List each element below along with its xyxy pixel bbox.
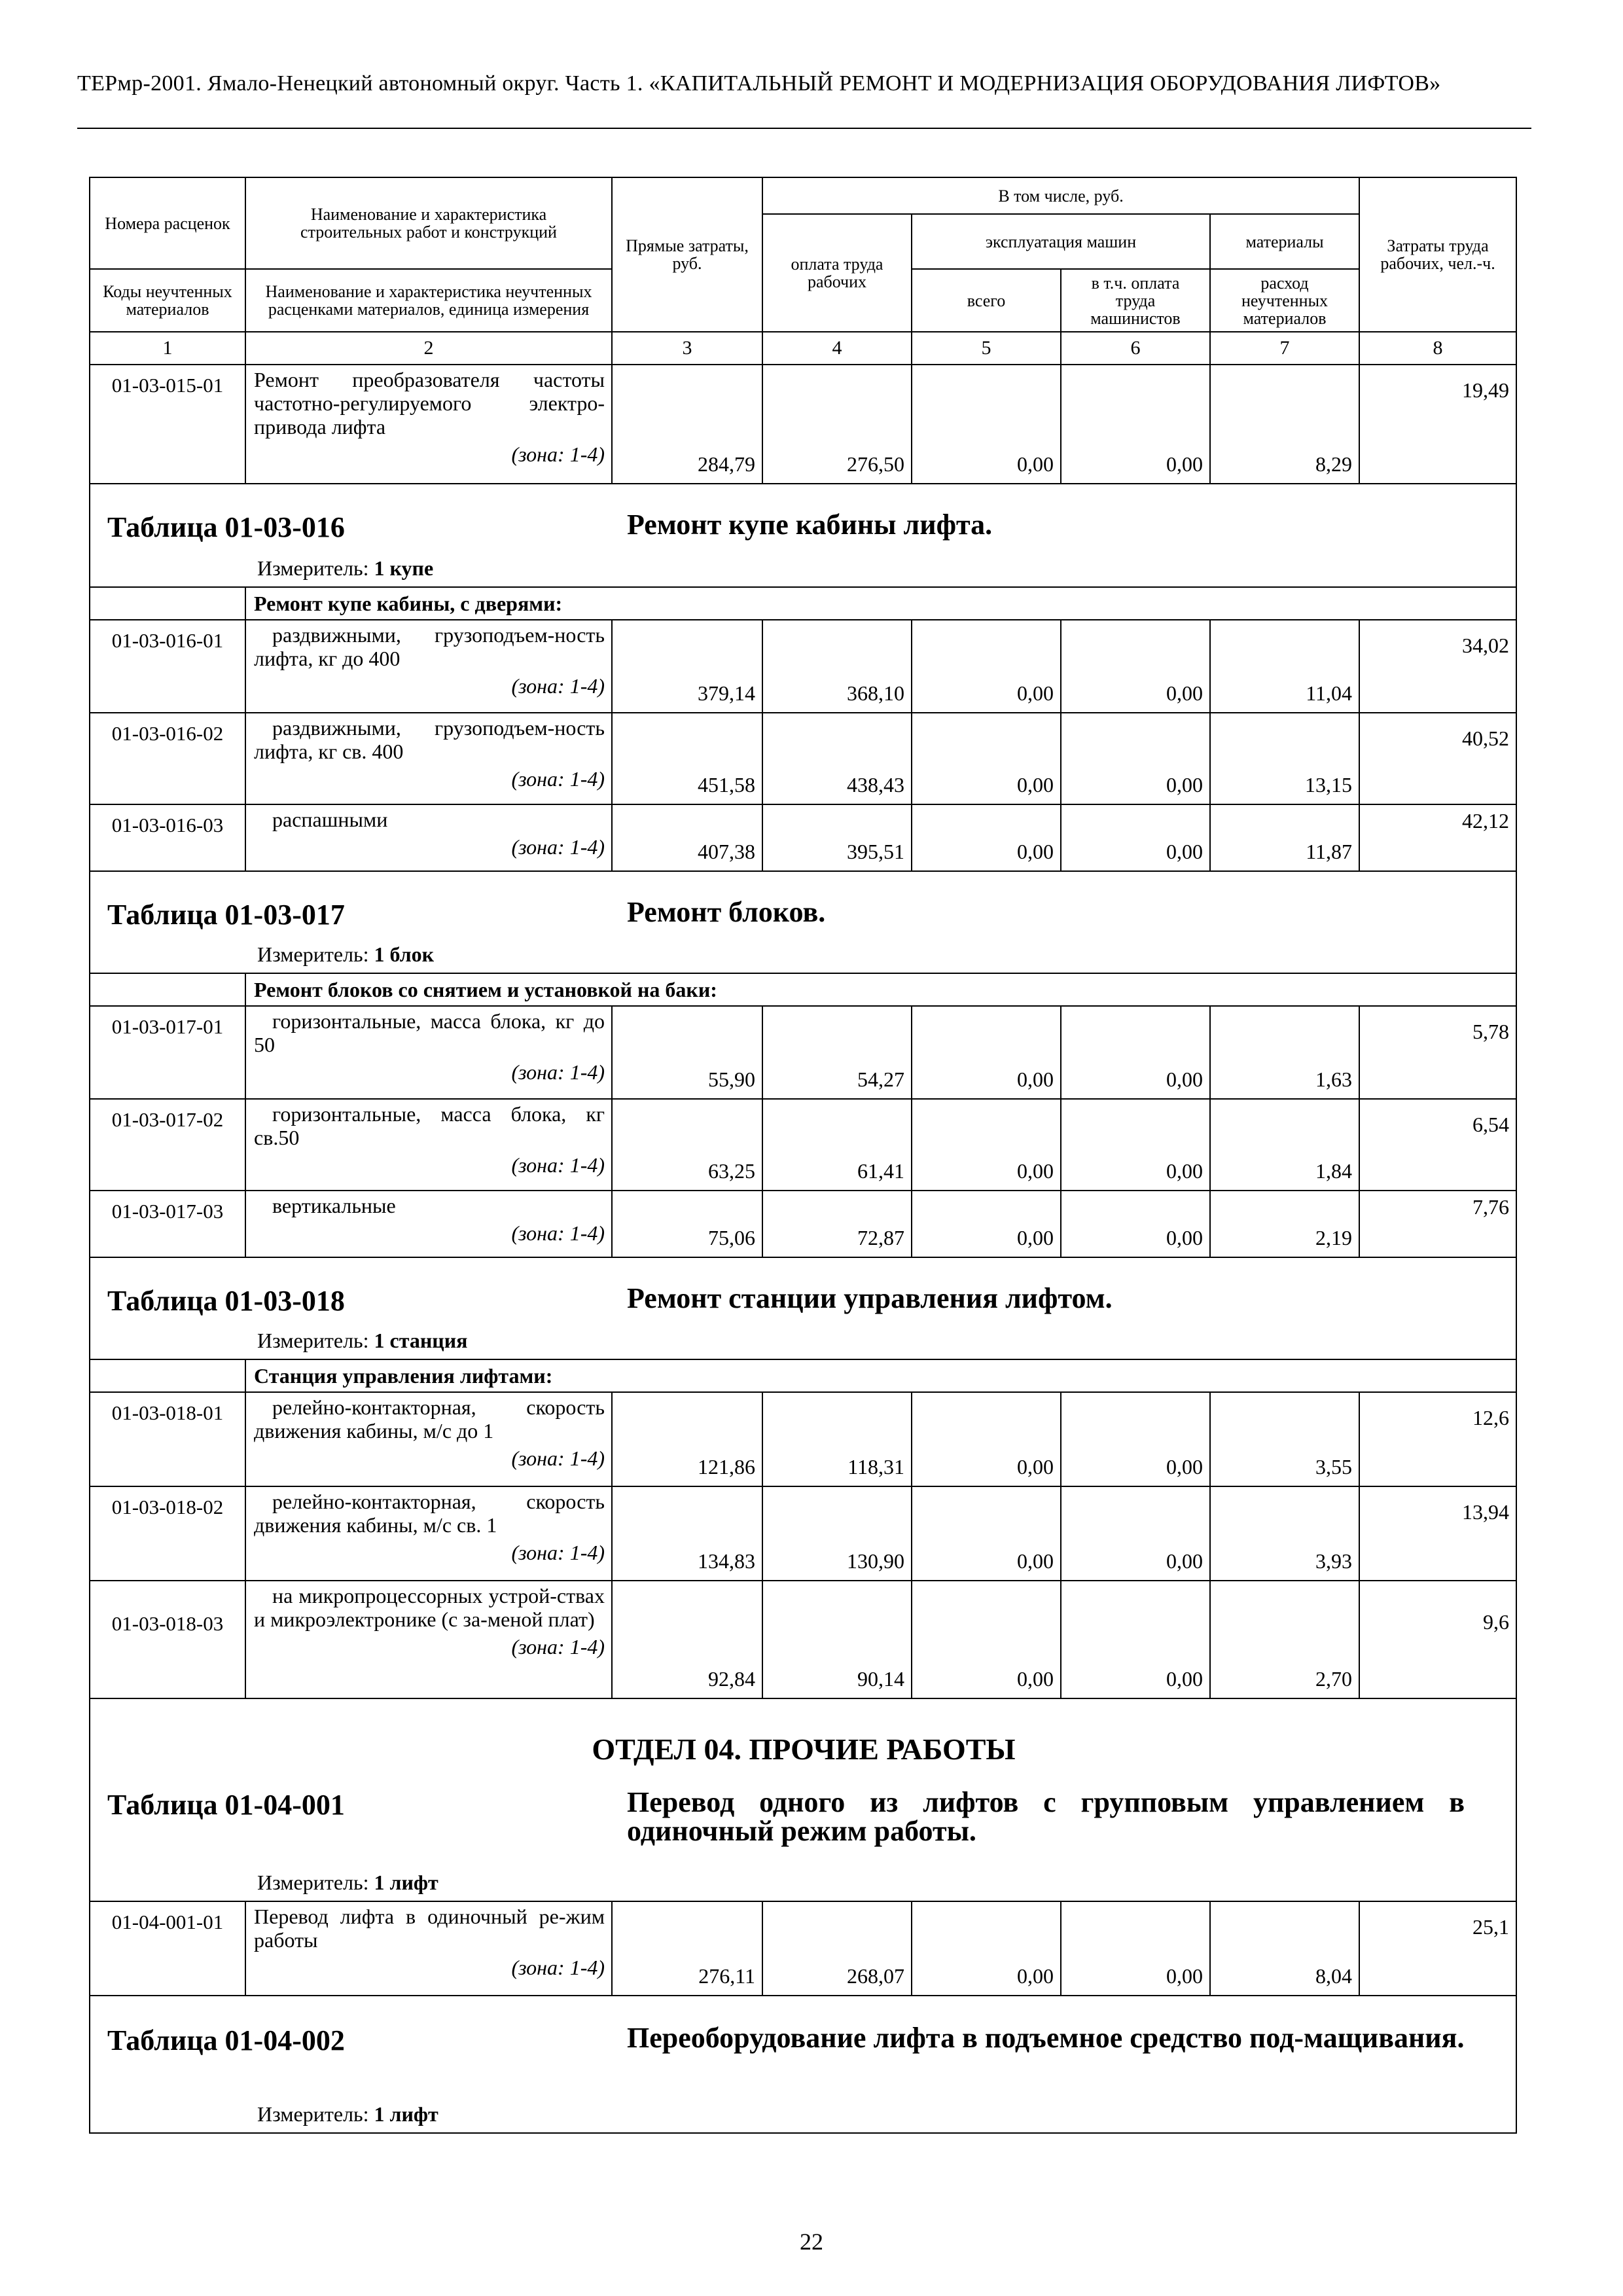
table-row: [90, 620, 1516, 713]
group-heading: Ремонт блоков со снятием и установкой на баки:: [245, 973, 1516, 1006]
machines-pay: 0,00: [1061, 804, 1210, 871]
zone-label: (зона: 1-4): [511, 767, 605, 791]
labor-hours: 9,6: [1359, 1581, 1516, 1698]
materials-cost: 2,70: [1210, 1581, 1359, 1698]
th-machines-total: всего: [912, 269, 1061, 332]
table-section-01-04-002: [90, 1996, 1516, 2133]
table-section-01-03-018: [90, 1257, 1516, 1359]
machines-pay: 0,00: [1061, 1006, 1210, 1099]
machines-pay: 0,00: [1061, 1581, 1210, 1698]
th-codes: Коды неучтенных материалов: [90, 269, 245, 332]
table-title: Таблица 01-04-002: [107, 2024, 345, 2056]
table-description: Ремонт блоков.: [627, 896, 826, 928]
machines-total: 0,00: [912, 1901, 1061, 1996]
measure: [257, 942, 434, 967]
machines-total: 0,00: [912, 1486, 1061, 1581]
materials-cost: 8,29: [1210, 365, 1359, 484]
table-title: Таблица 01-04-001: [107, 1789, 345, 1821]
table-title: Таблица 01-03-018: [107, 1285, 345, 1317]
zone-label: (зона: 1-4): [511, 1956, 605, 1979]
materials-cost: 8,04: [1210, 1901, 1359, 1996]
norm-name-cell: [245, 1191, 612, 1257]
zone-label: (зона: 1-4): [511, 835, 605, 859]
norm-name: раздвижными, грузоподъем-ность лифта, кг до 400: [254, 623, 605, 670]
labor-pay: 118,31: [762, 1392, 912, 1486]
norm-name-cell: [245, 1006, 612, 1099]
direct-cost: 284,79: [612, 365, 762, 484]
labor-pay: 130,90: [762, 1486, 912, 1581]
group-spacer: [90, 587, 245, 620]
column-number: 6: [1061, 332, 1210, 365]
table-description: Перевод одного из лифтов с групповым управлением в одиночный режим работы.: [627, 1786, 1465, 1847]
direct-cost: 276,11: [612, 1901, 762, 1996]
labor-hours: 42,12: [1359, 804, 1516, 871]
table-row: [90, 804, 1516, 871]
table-row: [90, 1901, 1516, 1996]
direct-cost: 379,14: [612, 620, 762, 713]
column-number: 8: [1359, 332, 1516, 365]
machines-total: 0,00: [912, 1392, 1061, 1486]
table-title: Таблица 01-03-017: [107, 899, 345, 931]
measure-label: Измеритель:: [257, 556, 369, 580]
labor-pay: 72,87: [762, 1191, 912, 1257]
measure-value: 1 лифт: [374, 1871, 438, 1894]
norm-code: 01-03-017-01: [90, 1006, 245, 1099]
measure: [257, 1329, 467, 1353]
machines-total: 0,00: [912, 1099, 1061, 1191]
machines-total: 0,00: [912, 713, 1061, 804]
labor-hours: 19,49: [1359, 365, 1516, 484]
labor-pay: 395,51: [762, 804, 912, 871]
zone-label: (зона: 1-4): [511, 1060, 605, 1084]
table-section-01-04-001: [90, 1698, 1516, 1901]
column-number: 3: [612, 332, 762, 365]
norm-code: 01-03-016-02: [90, 713, 245, 804]
materials-cost: 3,55: [1210, 1392, 1359, 1486]
measure-label: Измеритель:: [257, 1329, 369, 1352]
machines-pay: 0,00: [1061, 1191, 1210, 1257]
norm-name-cell: [245, 1901, 612, 1996]
norm-name-cell: [245, 1486, 612, 1581]
labor-hours: 7,76: [1359, 1191, 1516, 1257]
division-title: ОТДЕЛ 04. ПРОЧИЕ РАБОТЫ: [592, 1732, 1016, 1766]
norm-name-cell: [245, 713, 612, 804]
zone-label: (зона: 1-4): [511, 1153, 605, 1177]
machines-pay: 0,00: [1061, 620, 1210, 713]
labor-pay: 61,41: [762, 1099, 912, 1191]
direct-cost: 75,06: [612, 1191, 762, 1257]
column-number: 2: [245, 332, 612, 365]
norm-name: релейно-контакторная, скорость движения кабины, м/с до 1: [254, 1395, 605, 1443]
machines-pay: 0,00: [1061, 1486, 1210, 1581]
th-machines: эксплуатация машин: [912, 214, 1210, 269]
machines-pay: 0,00: [1061, 1392, 1210, 1486]
column-number: 1: [90, 332, 245, 365]
measure-label: Измеритель:: [257, 2102, 369, 2126]
norm-name: раздвижными, грузоподъем-ность лифта, кг св. 400: [254, 716, 605, 763]
norm-name: горизонтальные, масса блока, кг до 50: [254, 1009, 605, 1056]
norm-name: Ремонт преобразователя частоты частотно-регулируемого электро-привода лифта: [254, 368, 605, 439]
direct-cost: 134,83: [612, 1486, 762, 1581]
group-spacer: [90, 1359, 245, 1392]
table-row: [90, 1006, 1516, 1099]
direct-cost: 55,90: [612, 1006, 762, 1099]
norm-code: 01-03-018-01: [90, 1392, 245, 1486]
th-materials-unaccounted: расход неучтенных материалов: [1210, 269, 1359, 332]
measure-label: Измеритель:: [257, 1871, 369, 1894]
norm-name-cell: [245, 620, 612, 713]
table-title: Таблица 01-03-016: [107, 511, 345, 543]
th-labor-pay: оплата труда рабочих: [762, 214, 912, 332]
th-direct-costs: Прямые затраты, руб.: [612, 177, 762, 332]
th-norm-numbers: Номера расценок: [90, 177, 245, 269]
measure-label: Измеритель:: [257, 942, 369, 966]
table-description: Ремонт станции управления лифтом.: [627, 1282, 1113, 1314]
norm-name-cell: [245, 1392, 612, 1486]
labor-pay: 90,14: [762, 1581, 912, 1698]
norm-code: 01-03-017-03: [90, 1191, 245, 1257]
machines-pay: 0,00: [1061, 1901, 1210, 1996]
labor-pay: 276,50: [762, 365, 912, 484]
measure-value: 1 купе: [374, 556, 434, 580]
norm-code: 01-04-001-01: [90, 1901, 245, 1996]
norm-name: релейно-контакторная, скорость движения кабины, м/с св. 1: [254, 1490, 605, 1537]
group-spacer: [90, 973, 245, 1006]
table-row: [90, 365, 1516, 484]
direct-cost: 121,86: [612, 1392, 762, 1486]
zone-label: (зона: 1-4): [511, 1221, 605, 1245]
machines-total: 0,00: [912, 620, 1061, 713]
norm-name: вертикальные: [272, 1194, 396, 1217]
zone-label: (зона: 1-4): [511, 442, 605, 466]
machines-total: 0,00: [912, 365, 1061, 484]
materials-cost: 1,84: [1210, 1099, 1359, 1191]
rates-table: [89, 177, 1517, 2134]
table-description: Ремонт купе кабины лифта.: [627, 509, 993, 541]
zone-label: (зона: 1-4): [511, 1541, 605, 1564]
table-section-01-03-017: [90, 871, 1516, 973]
labor-hours: 12,6: [1359, 1392, 1516, 1486]
norm-name-cell: [245, 1099, 612, 1191]
norm-code: 01-03-018-03: [90, 1581, 245, 1698]
labor-pay: 438,43: [762, 713, 912, 804]
table-section-01-03-016: [90, 484, 1516, 587]
direct-cost: 407,38: [612, 804, 762, 871]
zone-label: (зона: 1-4): [511, 1446, 605, 1470]
machines-pay: 0,00: [1061, 365, 1210, 484]
materials-cost: 3,93: [1210, 1486, 1359, 1581]
th-labor-hours: Затраты труда рабочих, чел.-ч.: [1359, 177, 1516, 332]
norm-code: 01-03-017-02: [90, 1099, 245, 1191]
machines-total: 0,00: [912, 804, 1061, 871]
labor-hours: 40,52: [1359, 713, 1516, 804]
direct-cost: 63,25: [612, 1099, 762, 1191]
measure: [257, 2102, 438, 2126]
materials-cost: 13,15: [1210, 713, 1359, 804]
th-machines-pay: в т.ч. оплата труда машинистов: [1061, 269, 1210, 332]
norm-name-cell: [245, 365, 612, 484]
column-number: 7: [1210, 332, 1359, 365]
table-row: [90, 713, 1516, 804]
machines-total: 0,00: [912, 1006, 1061, 1099]
group-heading: Станция управления лифтами:: [245, 1359, 1516, 1392]
norm-code: 01-03-015-01: [90, 365, 245, 484]
th-including: В том числе, руб.: [762, 177, 1359, 214]
labor-pay: 368,10: [762, 620, 912, 713]
page-number: 22: [800, 2229, 823, 2255]
norm-code: 01-03-016-01: [90, 620, 245, 713]
measure: [257, 1871, 438, 1895]
machines-pay: 0,00: [1061, 1099, 1210, 1191]
materials-cost: 11,87: [1210, 804, 1359, 871]
th-materials: материалы: [1210, 214, 1359, 269]
table-row: [90, 1191, 1516, 1257]
norm-code: 01-03-018-02: [90, 1486, 245, 1581]
labor-pay: 268,07: [762, 1901, 912, 1996]
machines-total: 0,00: [912, 1191, 1061, 1257]
column-number: 5: [912, 332, 1061, 365]
machines-pay: 0,00: [1061, 713, 1210, 804]
labor-hours: 6,54: [1359, 1099, 1516, 1191]
table-row: [90, 1486, 1516, 1581]
norm-name: распашными: [272, 808, 388, 831]
labor-hours: 5,78: [1359, 1006, 1516, 1099]
labor-hours: 34,02: [1359, 620, 1516, 713]
table-row: [90, 1392, 1516, 1486]
table-row: [90, 1099, 1516, 1191]
labor-hours: 13,94: [1359, 1486, 1516, 1581]
table-row: [90, 1581, 1516, 1698]
direct-cost: 451,58: [612, 713, 762, 804]
materials-cost: 2,19: [1210, 1191, 1359, 1257]
machines-total: 0,00: [912, 1581, 1061, 1698]
direct-cost: 92,84: [612, 1581, 762, 1698]
running-header: ТЕРмр-2001. Ямало-Ненецкий автономный округ. Часть 1. «КАПИТАЛЬНЫЙ РЕМОНТ И МОДЕРНИЗАЦИЯ ОБОРУДОВАНИЯ ЛИФТОВ»: [77, 71, 1441, 96]
measure-value: 1 станция: [374, 1329, 468, 1352]
th-norm-names: Наименование и характеристика строительных работ и конструкций: [245, 177, 612, 269]
measure-value: 1 лифт: [374, 2102, 438, 2126]
materials-cost: 1,63: [1210, 1006, 1359, 1099]
norm-name: Перевод лифта в одиночный ре-жим работы: [254, 1905, 605, 1952]
table-description: Переоборудование лифта в подъемное средство под-мащивания.: [627, 2022, 1465, 2054]
materials-cost: 11,04: [1210, 620, 1359, 713]
norm-name: горизонтальные, масса блока, кг св.50: [254, 1102, 605, 1149]
column-number: 4: [762, 332, 912, 365]
norm-name: на микропроцессорных устрой-ствах и микроэлектронике (с за-меной плат): [254, 1584, 605, 1631]
norm-code: 01-03-016-03: [90, 804, 245, 871]
labor-pay: 54,27: [762, 1006, 912, 1099]
measure-value: 1 блок: [374, 942, 435, 966]
norm-name-cell: [245, 1581, 612, 1698]
labor-hours: 25,1: [1359, 1901, 1516, 1996]
norm-name-cell: [245, 804, 612, 871]
header-rule: [77, 128, 1531, 129]
measure: [257, 556, 433, 581]
th-material-names: Наименование и характеристика неучтенных расценками материалов, единица измерения: [245, 269, 612, 332]
zone-label: (зона: 1-4): [511, 674, 605, 698]
group-heading: Ремонт купе кабины, с дверями:: [245, 587, 1516, 620]
zone-label: (зона: 1-4): [511, 1635, 605, 1659]
